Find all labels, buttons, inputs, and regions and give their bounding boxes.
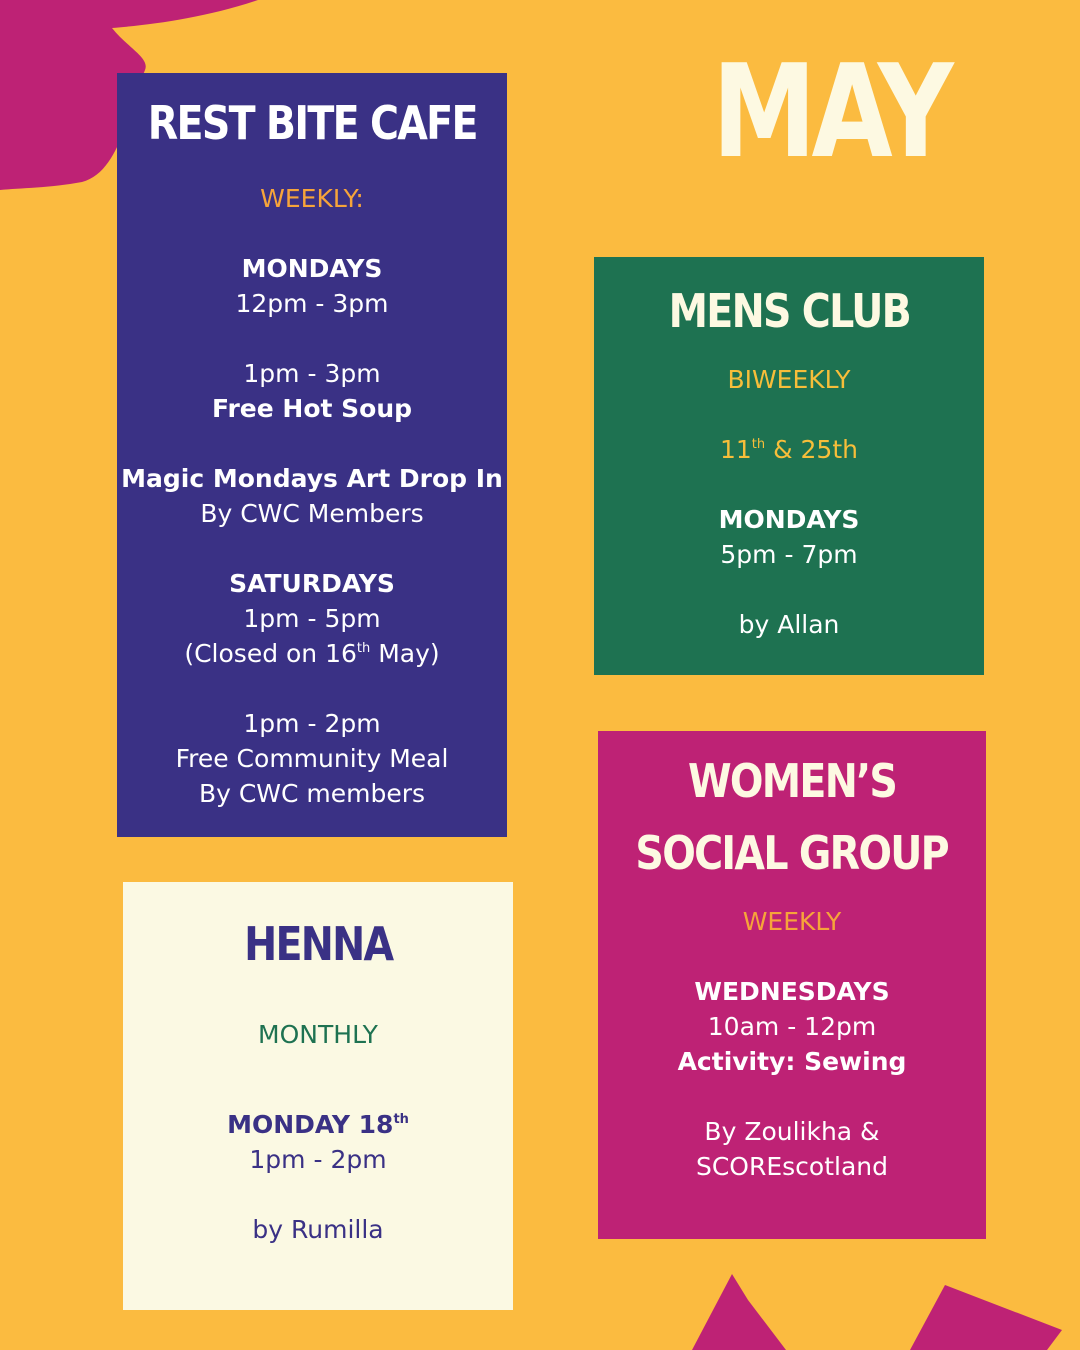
- womens-social-group-card: [598, 731, 986, 1239]
- card-title: MENS CLUB: [668, 284, 910, 338]
- frequency-label: WEEKLY:: [260, 184, 364, 213]
- host-label: By Zoulikha &: [704, 1117, 880, 1146]
- activity-label: Activity: Sewing: [677, 1047, 907, 1076]
- host-label: By CWC Members: [200, 499, 424, 528]
- time-range: 10am - 12pm: [707, 1012, 877, 1041]
- activity-label: Magic Mondays Art Drop In: [121, 464, 503, 493]
- time-range: 1pm - 3pm: [243, 359, 381, 388]
- day-label: SATURDAYS: [229, 569, 395, 598]
- frequency-label: WEEKLY: [742, 907, 842, 936]
- host-label: By CWC members: [198, 779, 426, 808]
- card-title-line1: WOMEN’S: [687, 754, 897, 808]
- time-range: 1pm - 2pm: [243, 709, 381, 738]
- mens-club-card: [594, 257, 984, 675]
- magenta-shape-bottom-left: [692, 1274, 786, 1350]
- closure-note-suffix: May): [370, 639, 440, 668]
- month-heading: MAY: [712, 38, 949, 187]
- day-label-text: MONDAY 18: [227, 1110, 394, 1139]
- host-label: SCOREscotland: [695, 1152, 889, 1181]
- frequency-label: BIWEEKLY: [727, 365, 851, 394]
- host-label: by Rumilla: [252, 1215, 384, 1244]
- day-label: MONDAYS: [241, 254, 383, 283]
- ordinal-suffix: th: [393, 1112, 409, 1127]
- time-range: 12pm - 3pm: [235, 289, 389, 318]
- card-title: HENNA: [243, 917, 393, 971]
- ordinal-suffix: th: [356, 641, 371, 656]
- day-label: [123, 1107, 513, 1142]
- host-label: by Allan: [738, 610, 840, 639]
- time-range: 5pm - 7pm: [720, 540, 858, 569]
- card-title-line2: SOCIAL GROUP: [635, 826, 949, 880]
- frequency-label: MONTHLY: [258, 1020, 378, 1049]
- day-label: MONDAYS: [718, 505, 860, 534]
- closure-note: [117, 636, 507, 671]
- card-title: REST BITE CAFE: [147, 96, 477, 150]
- time-range: 1pm - 5pm: [243, 604, 381, 633]
- dates-label: [594, 432, 984, 467]
- ordinal-suffix: th: [751, 437, 766, 452]
- date-rest: & 25th: [765, 435, 858, 464]
- date-day: 11: [719, 435, 752, 464]
- time-range: 1pm - 2pm: [249, 1145, 387, 1174]
- rest-bite-cafe-card: [117, 73, 507, 837]
- activity-label: Free Hot Soup: [211, 394, 413, 423]
- day-label: WEDNESDAYS: [694, 977, 890, 1006]
- closure-note-prefix: (Closed on 16: [184, 639, 357, 668]
- henna-card: [123, 882, 513, 1310]
- magenta-shape-bottom-right: [910, 1285, 1062, 1350]
- activity-label: Free Community Meal: [175, 744, 449, 773]
